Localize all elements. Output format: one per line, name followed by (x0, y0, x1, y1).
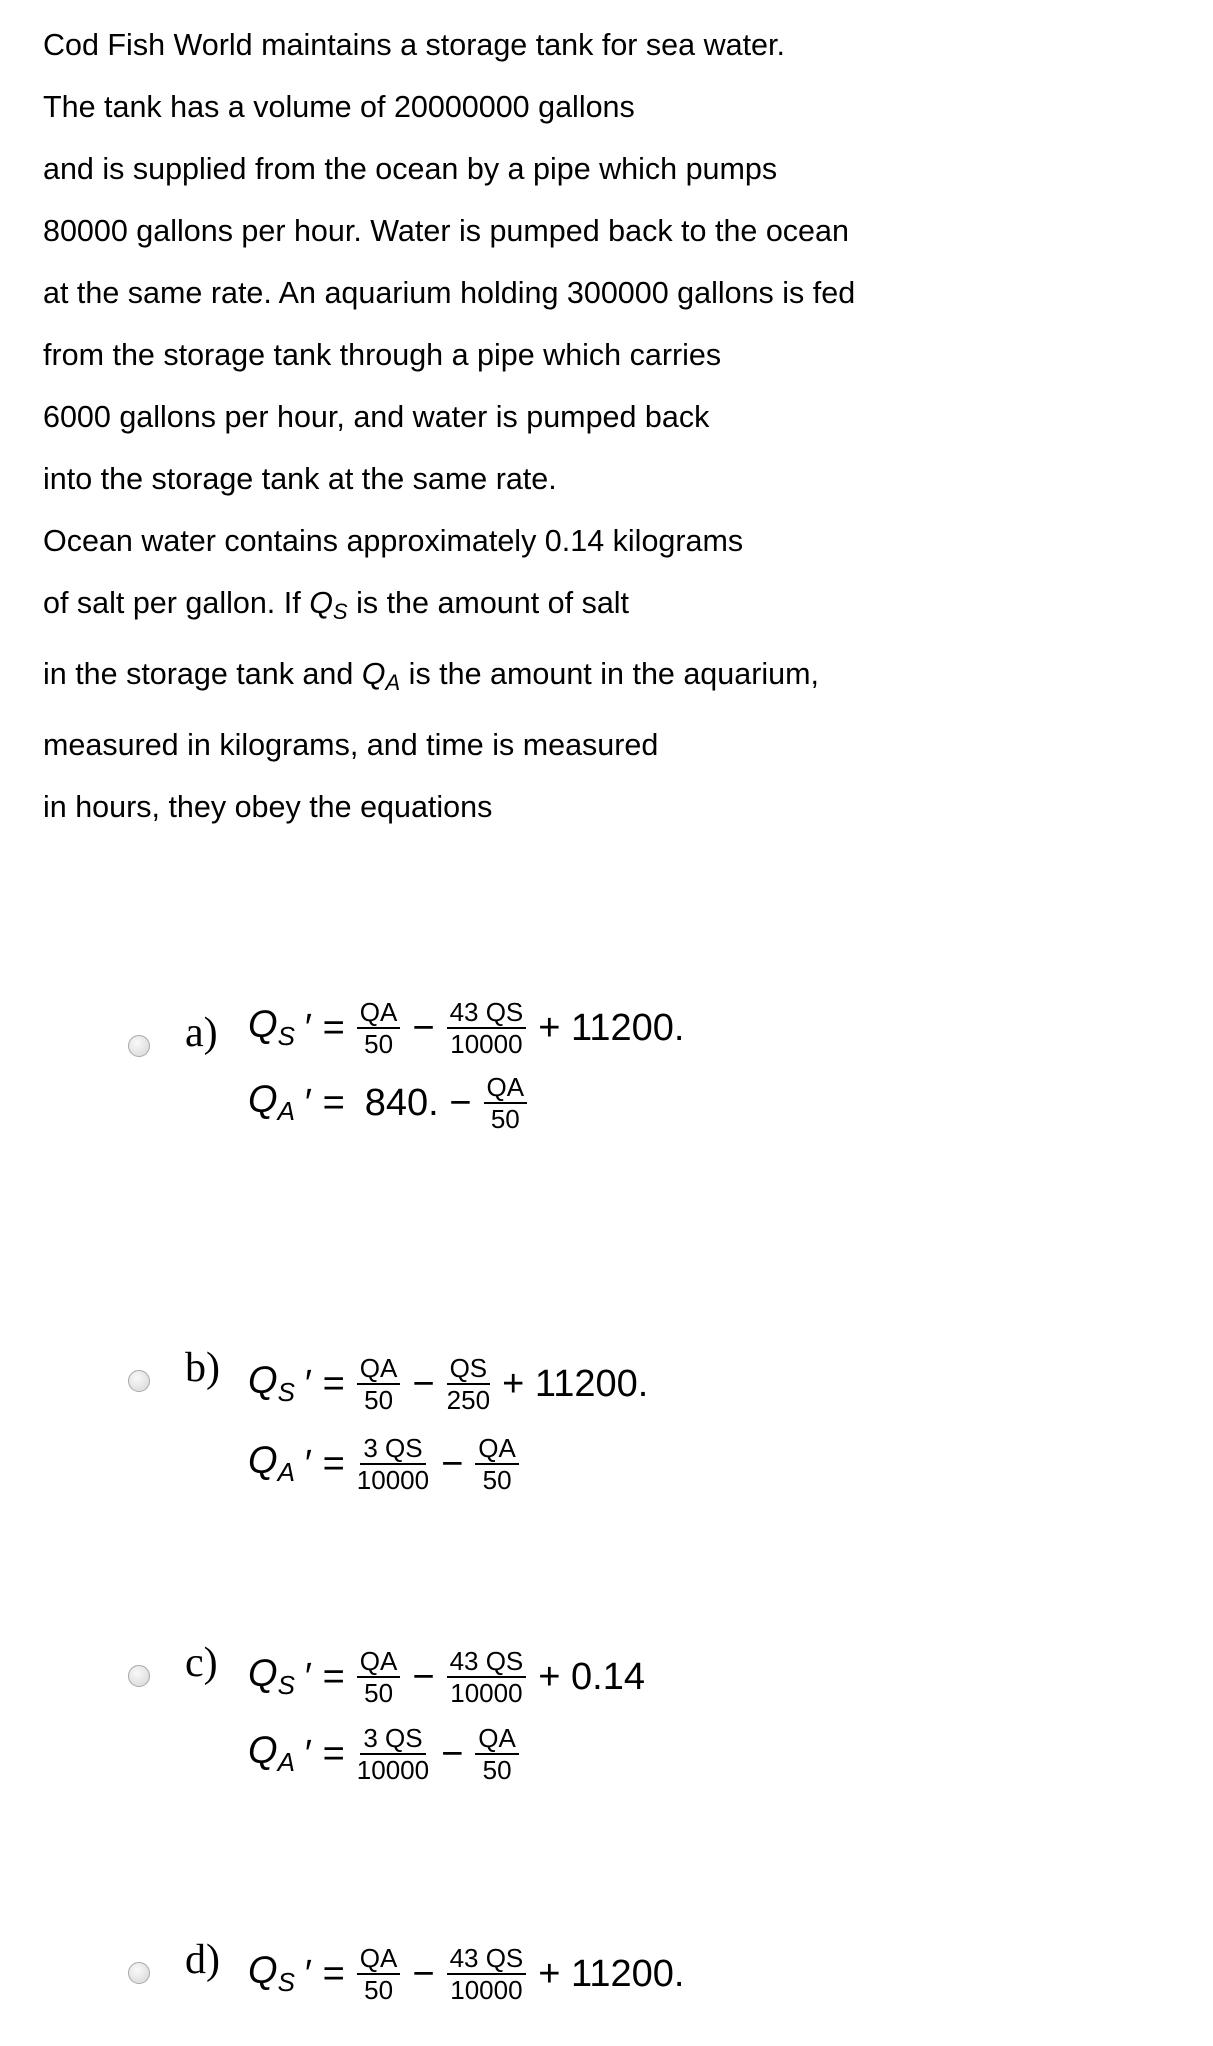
numerator: QA (475, 1433, 519, 1465)
operator: + 0.14 (538, 1655, 645, 1698)
equation-qs (248, 1637, 645, 1717)
equation-qs (248, 1344, 648, 1424)
denominator: 50 (364, 1975, 394, 2005)
denominator: 50 (482, 1755, 512, 1785)
operator: − (412, 1362, 435, 1405)
fraction (484, 1072, 528, 1134)
radio-button[interactable] (128, 1962, 150, 1984)
fraction (475, 1723, 519, 1785)
operator: ′ = (304, 1952, 345, 1995)
denominator: 50 (364, 1029, 394, 1059)
problem-text (43, 14, 855, 838)
text-line: 6000 gallons per hour, and water is pumped back (43, 400, 710, 434)
variable: $Q_S$ (248, 1004, 295, 1051)
denominator: 10000 (356, 1465, 430, 1495)
operator: − (412, 1952, 435, 1995)
denominator: 10000 (450, 1029, 523, 1059)
numerator: QA (357, 1353, 401, 1385)
numerator: 43 QS (447, 1943, 527, 1975)
variable: $Q_S$ (248, 1950, 295, 1997)
numerator: QA (484, 1072, 528, 1104)
radio-button[interactable] (128, 1370, 150, 1392)
fraction (357, 1723, 429, 1785)
denominator: 50 (364, 1678, 394, 1708)
fraction (357, 997, 401, 1059)
text-line: measured in kilograms, and time is measured (43, 728, 659, 762)
variable: $Q_A$ (248, 1440, 295, 1487)
operator: − (412, 1655, 435, 1698)
text-line: Ocean water contains approximately 0.14 kilograms (43, 524, 744, 558)
fraction (447, 1943, 527, 2005)
radio-button[interactable] (128, 1035, 150, 1057)
text-line: in the storage tank and $Q_A$ is the amount in the aquarium, (43, 657, 819, 695)
numerator: 43 QS (447, 997, 527, 1029)
radio-button[interactable] (128, 1665, 150, 1687)
numerator: QA (357, 1943, 401, 1975)
operator: + 11200. (538, 1952, 685, 1995)
text-line: at the same rate. An aquarium holding 300000 gallons is fed (43, 276, 856, 310)
operator: − (441, 1442, 464, 1485)
denominator: 10000 (356, 1755, 430, 1785)
operator: ′ = (304, 1442, 345, 1485)
operator: − (412, 1006, 435, 1049)
numerator: 3 QS (360, 1723, 425, 1755)
text-line: in hours, they obey the equations (43, 790, 493, 824)
operator: ′ = (304, 1006, 345, 1049)
variable: $Q_A$ (248, 1079, 295, 1126)
denominator: 50 (490, 1104, 520, 1134)
operator: − (441, 1732, 464, 1775)
numerator: QA (475, 1723, 519, 1755)
equation-qa (248, 1063, 529, 1143)
variable: $Q_A$ (248, 1730, 295, 1777)
text-line: and is supplied from the ocean by a pipe which pumps (43, 152, 778, 186)
equation-qs (248, 1934, 684, 2014)
operator: 840. − (364, 1081, 472, 1124)
operator: ′ = (304, 1081, 345, 1124)
equation-qa (248, 1714, 521, 1794)
fraction (447, 1646, 527, 1708)
option-label: b) (185, 1345, 220, 1391)
fraction (357, 1353, 401, 1415)
operator: + 11200. (538, 1006, 685, 1049)
denominator: 250 (446, 1385, 491, 1415)
equation-qs (248, 988, 684, 1068)
fraction (357, 1433, 429, 1495)
fraction (357, 1943, 401, 2005)
operator: ′ = (304, 1732, 345, 1775)
fraction (357, 1646, 401, 1708)
text-line: Cod Fish World maintains a storage tank for sea water. (43, 28, 785, 62)
option-label: d) (185, 1937, 220, 1983)
denominator: 10000 (450, 1975, 523, 2005)
denominator: 50 (364, 1385, 394, 1415)
option-label: a) (185, 1010, 218, 1056)
variable: $Q_S$ (248, 1360, 295, 1407)
operator: + 11200. (502, 1362, 649, 1405)
fraction (447, 1353, 491, 1415)
denominator: 50 (482, 1465, 512, 1495)
numerator: QA (357, 1646, 401, 1678)
operator: ′ = (304, 1655, 345, 1698)
equation-qa (248, 1424, 521, 1504)
text-line: of salt per gallon. If $Q_S$ is the amount of salt (43, 586, 630, 624)
fraction (447, 997, 527, 1059)
text-line: from the storage tank through a pipe which carries (43, 338, 722, 372)
numerator: QA (357, 997, 401, 1029)
numerator: 3 QS (360, 1433, 425, 1465)
denominator: 10000 (450, 1678, 523, 1708)
numerator: 43 QS (447, 1646, 527, 1678)
text-line: The tank has a volume of 20000000 gallons (43, 90, 635, 124)
text-line: into the storage tank at the same rate. (43, 462, 557, 496)
fraction (475, 1433, 519, 1495)
text-line: 80000 gallons per hour. Water is pumped back to the ocean (43, 214, 849, 248)
option-label: c) (185, 1640, 218, 1686)
numerator: QS (447, 1353, 491, 1385)
variable: $Q_S$ (248, 1653, 295, 1700)
operator: ′ = (304, 1362, 345, 1405)
